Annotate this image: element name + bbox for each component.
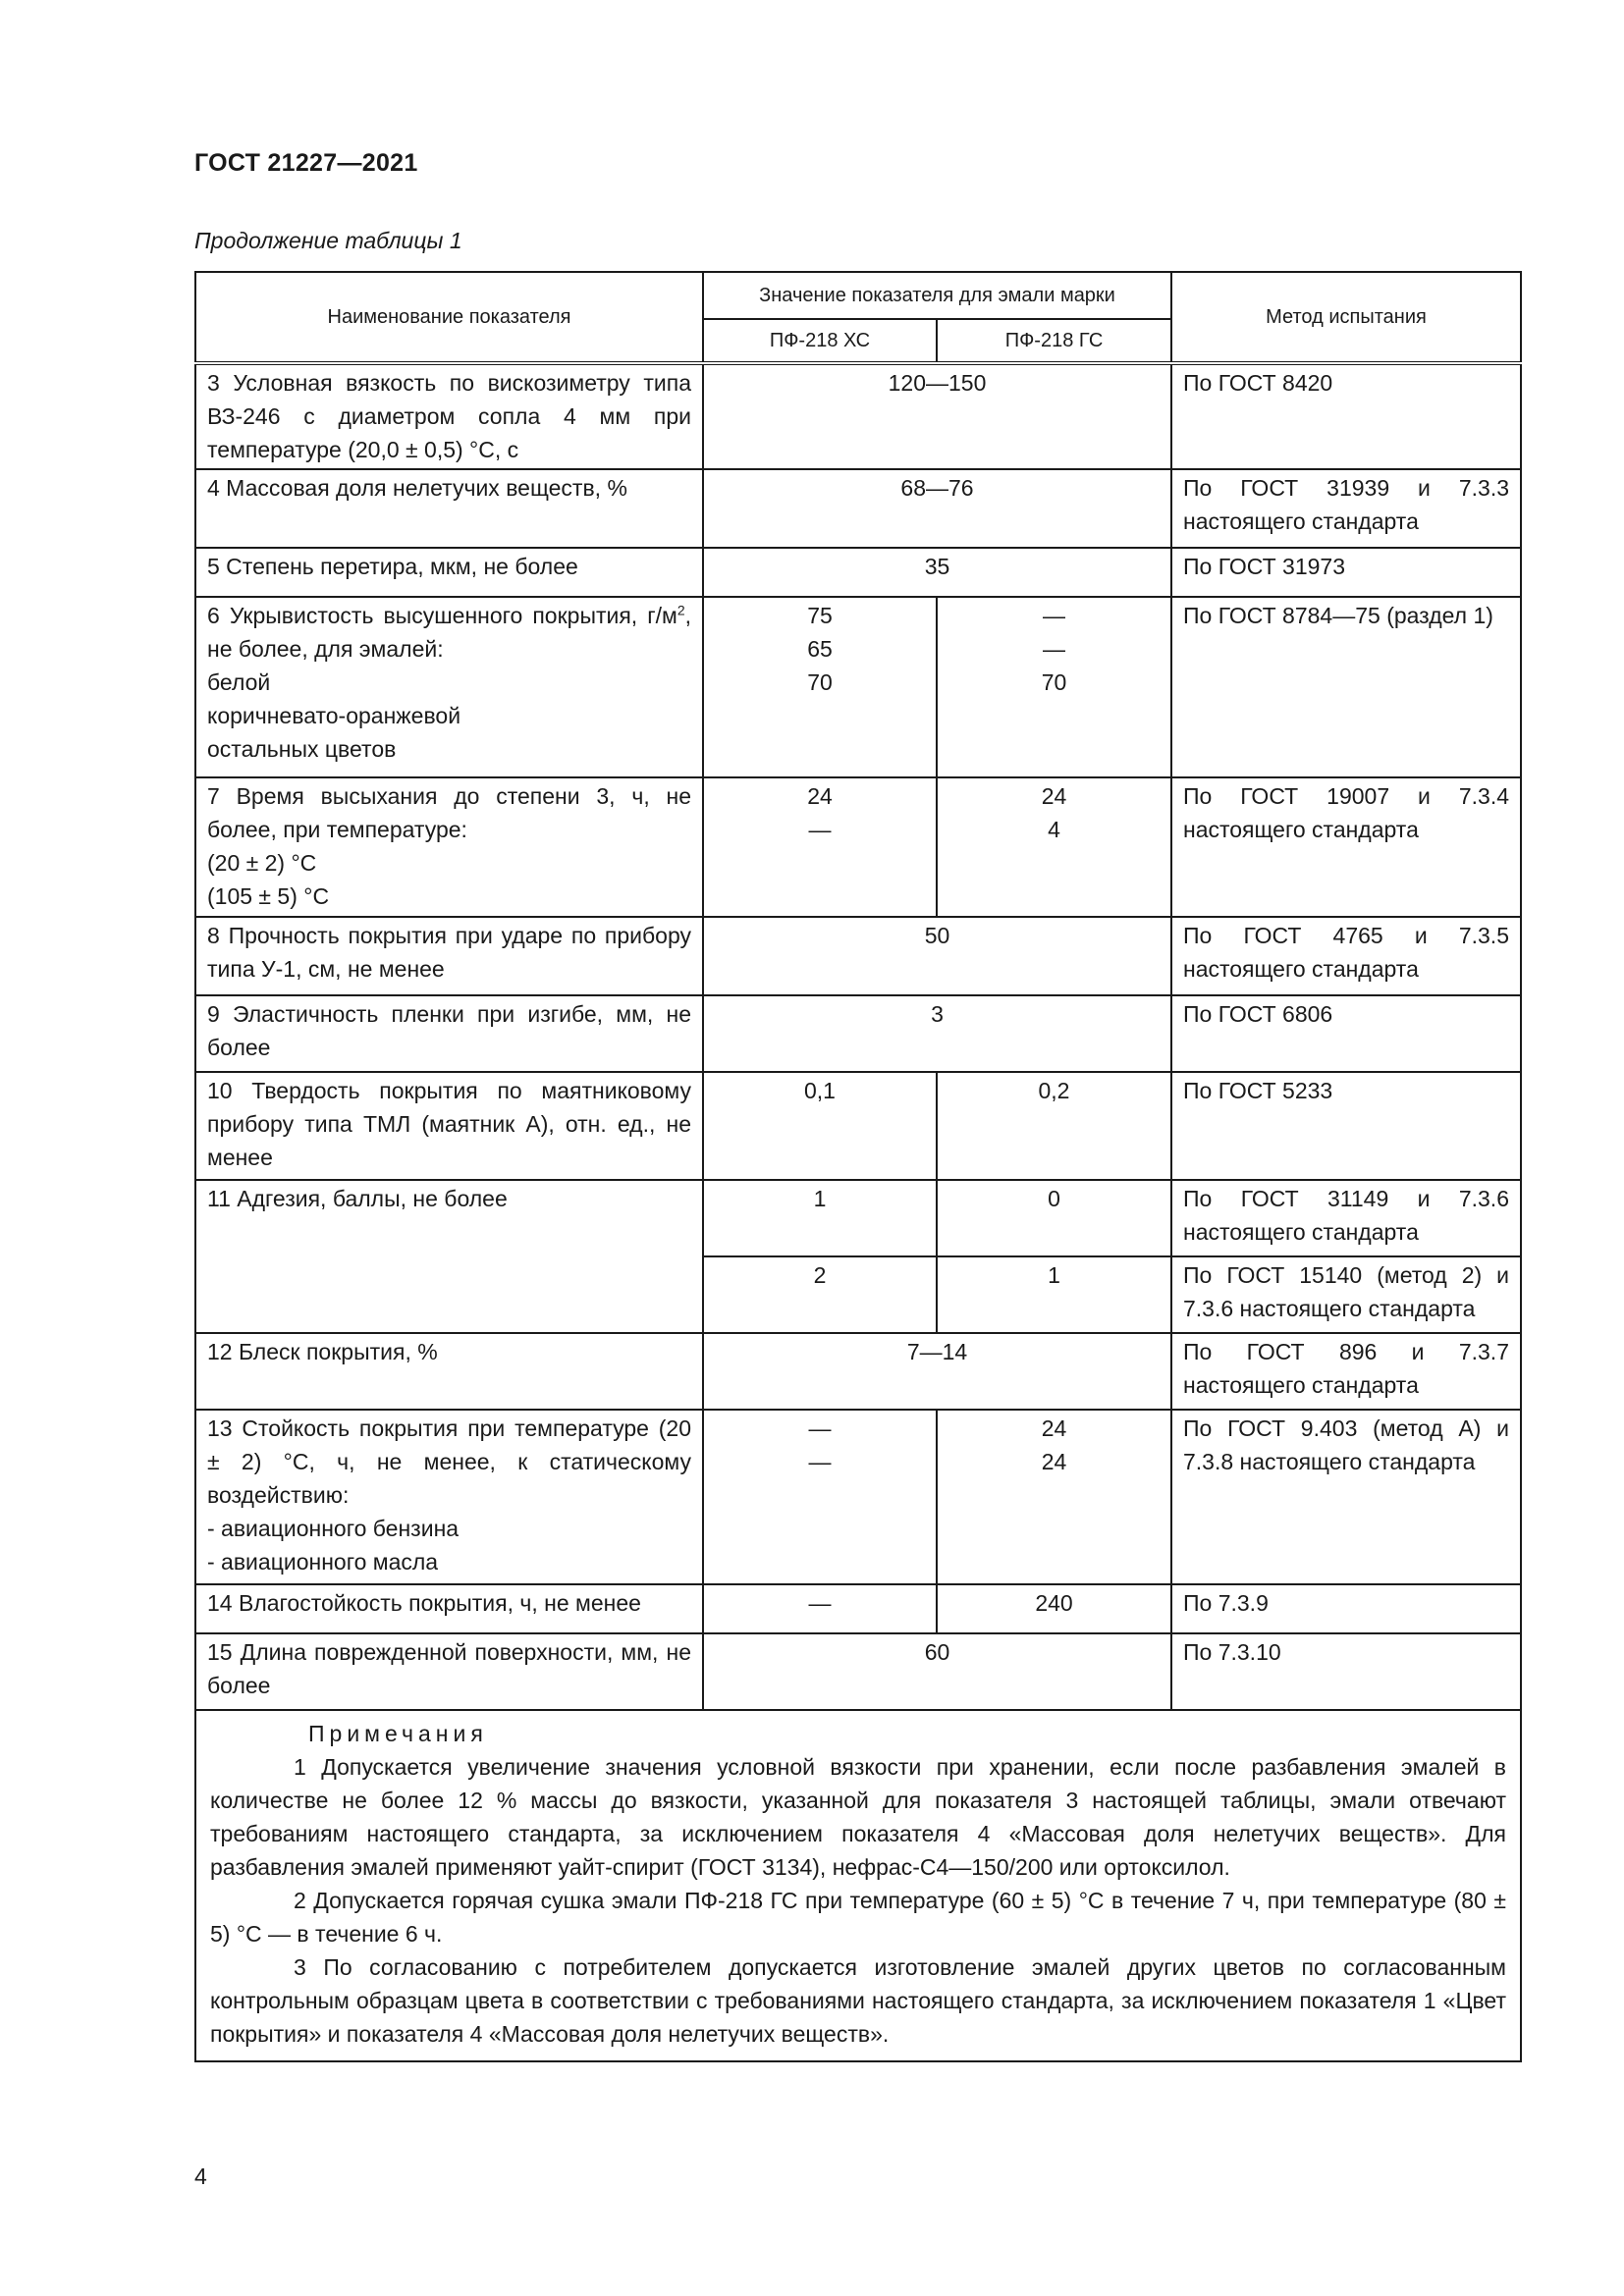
test-method: По ГОСТ 6806 bbox=[1171, 995, 1521, 1072]
indicator-value: 60 bbox=[703, 1633, 1171, 1710]
sub-label: остальных цветов bbox=[207, 736, 397, 762]
header-pf218-xs: ПФ-218 ХС bbox=[703, 319, 937, 363]
value-line: 70 bbox=[1041, 669, 1067, 695]
indicator-value: 35 bbox=[703, 548, 1171, 597]
table-caption: Продолжение таблицы 1 bbox=[194, 228, 462, 253]
value-gs: 240 bbox=[937, 1584, 1171, 1633]
value-gs: 0 bbox=[937, 1180, 1171, 1256]
header-test-method: Метод испытания bbox=[1171, 272, 1521, 363]
notes-row bbox=[195, 1710, 1521, 2061]
test-method: По 7.3.10 bbox=[1171, 1633, 1521, 1710]
table-row bbox=[195, 1333, 1521, 1410]
indicator-heading: 7 Время высыхания до степени 3, ч, не более, при температуре: bbox=[207, 783, 691, 842]
value-xs: 2 bbox=[703, 1256, 937, 1333]
test-method: По ГОСТ 31939 и 7.3.3 настоящего стандарта bbox=[1171, 469, 1521, 548]
test-method: По ГОСТ 31973 bbox=[1171, 548, 1521, 597]
header-indicator-name: Наименование показателя bbox=[195, 272, 703, 363]
header-value-group: Значение показателя для эмали марки bbox=[703, 272, 1171, 319]
test-method: По ГОСТ 8420 bbox=[1171, 363, 1521, 469]
value-line: — bbox=[808, 817, 832, 842]
indicator-name: 11 Адгезия, баллы, не более bbox=[195, 1180, 703, 1333]
value-line: 24 bbox=[807, 783, 833, 809]
header-pf218-gs: ПФ-218 ГС bbox=[937, 319, 1171, 363]
value-line: — bbox=[1043, 636, 1065, 662]
indicator-value: 50 bbox=[703, 917, 1171, 995]
note-item: 3 По согласованию с потребителем допускается изготовление эмалей других цветов по согласованным контрольным образцам цвета в соответствии с требованиями настоящего стандарта, за исключением показателя 1 «Цвет покрытия» и показателя 4 «Массовая доля нелетучих веществ». bbox=[210, 1954, 1506, 2047]
indicator-name: 15 Длина поврежденной поверхности, мм, не более bbox=[195, 1633, 703, 1710]
test-method: По ГОСТ 5233 bbox=[1171, 1072, 1521, 1180]
notes-title: Примечания bbox=[308, 1721, 488, 1746]
sub-label: - авиационного бензина bbox=[207, 1516, 460, 1541]
specification-table bbox=[194, 271, 1522, 2062]
sub-label: коричневато-оранжевой bbox=[207, 703, 461, 728]
table-row bbox=[195, 1633, 1521, 1710]
table-row bbox=[195, 469, 1521, 548]
value-line: 70 bbox=[807, 669, 833, 695]
indicator-name: 14 Влагостойкость покрытия, ч, не менее bbox=[195, 1584, 703, 1633]
value-line: — bbox=[1043, 603, 1065, 628]
note-item: 2 Допускается горячая сушка эмали ПФ-218 ГС при температуре (60 ± 5) °С в течение 7 ч, при температуре (80 ± 5) °С — в течение 6 ч. bbox=[210, 1888, 1506, 1947]
indicator-name: 3 Условная вязкость по вискозиметру типа ВЗ-246 с диаметром сопла 4 мм при температуре (20,0 ± 0,5) °С, с bbox=[195, 363, 703, 469]
value-line: 24 bbox=[1041, 1415, 1067, 1441]
indicator-name bbox=[195, 777, 703, 917]
indicator-heading: 13 Стойкость покрытия при температуре (20 ± 2) °С, ч, не менее, к статическому воздействию: bbox=[207, 1415, 691, 1508]
test-method: По ГОСТ 4765 и 7.3.5 настоящего стандарта bbox=[1171, 917, 1521, 995]
value-line: 4 bbox=[1048, 817, 1060, 842]
value-xs: — bbox=[703, 1584, 937, 1633]
table-row bbox=[195, 548, 1521, 597]
test-method: По ГОСТ 9.403 (метод А) и 7.3.8 настоящего стандарта bbox=[1171, 1410, 1521, 1584]
sub-label: - авиационного масла bbox=[207, 1549, 439, 1575]
table-row bbox=[195, 1584, 1521, 1633]
value-xs: 1 bbox=[703, 1180, 937, 1256]
value-line: 65 bbox=[807, 636, 833, 662]
indicator-heading bbox=[207, 599, 691, 666]
value-gs bbox=[937, 777, 1171, 917]
table-row bbox=[195, 363, 1521, 469]
table-row bbox=[195, 777, 1521, 917]
test-method: По 7.3.9 bbox=[1171, 1584, 1521, 1633]
sub-label: (105 ± 5) °С bbox=[207, 883, 330, 909]
indicator-name bbox=[195, 1410, 703, 1584]
document-title: ГОСТ 21227—2021 bbox=[194, 149, 418, 177]
table-row bbox=[195, 597, 1521, 777]
table-row bbox=[195, 1410, 1521, 1584]
indicator-name: 9 Эластичность пленки при изгибе, мм, не более bbox=[195, 995, 703, 1072]
table-row bbox=[195, 1072, 1521, 1180]
value-gs bbox=[937, 1410, 1171, 1584]
indicator-name: 12 Блеск покрытия, % bbox=[195, 1333, 703, 1410]
indicator-name bbox=[195, 597, 703, 777]
indicator-value: 7—14 bbox=[703, 1333, 1171, 1410]
table-row bbox=[195, 1180, 1521, 1256]
value-line: 75 bbox=[807, 603, 833, 628]
indicator-name: 4 Массовая доля нелетучих веществ, % bbox=[195, 469, 703, 548]
value-xs: 0,1 bbox=[703, 1072, 937, 1180]
value-line: 24 bbox=[1041, 1449, 1067, 1474]
indicator-value: 120—150 bbox=[703, 363, 1171, 469]
indicator-value: 3 bbox=[703, 995, 1171, 1072]
value-xs bbox=[703, 597, 937, 777]
value-line: — bbox=[808, 1449, 832, 1474]
indicator-value: 68—76 bbox=[703, 469, 1171, 548]
sub-label: белой bbox=[207, 669, 271, 695]
page-number: 4 bbox=[194, 2163, 207, 2189]
superscript-2: 2 bbox=[677, 602, 685, 618]
value-line: 24 bbox=[1041, 783, 1067, 809]
sub-label: (20 ± 2) °С bbox=[207, 850, 317, 876]
indicator-heading-tail: , не более, для эмалей: bbox=[207, 603, 691, 662]
indicator-heading-text: 6 Укрывистость высушенного покрытия, г/м bbox=[207, 603, 677, 628]
test-method: По ГОСТ 896 и 7.3.7 настоящего стандарта bbox=[1171, 1333, 1521, 1410]
indicator-name: 5 Степень перетира, мкм, не более bbox=[195, 548, 703, 597]
table-row bbox=[195, 995, 1521, 1072]
test-method: По ГОСТ 19007 и 7.3.4 настоящего стандарта bbox=[1171, 777, 1521, 917]
test-method: По ГОСТ 15140 (метод 2) и 7.3.6 настоящего стандарта bbox=[1171, 1256, 1521, 1333]
value-xs bbox=[703, 777, 937, 917]
table-row bbox=[195, 917, 1521, 995]
indicator-name: 10 Твердость покрытия по маятниковому прибору типа ТМЛ (маятник А), отн. ед., не менее bbox=[195, 1072, 703, 1180]
value-xs bbox=[703, 1410, 937, 1584]
indicator-name: 8 Прочность покрытия при ударе по прибору типа У-1, см, не менее bbox=[195, 917, 703, 995]
notes-block bbox=[195, 1710, 1521, 2061]
value-gs bbox=[937, 597, 1171, 777]
value-line: — bbox=[808, 1415, 832, 1441]
test-method: По ГОСТ 31149 и 7.3.6 настоящего стандарта bbox=[1171, 1180, 1521, 1256]
test-method: По ГОСТ 8784—75 (раздел 1) bbox=[1171, 597, 1521, 777]
value-gs: 0,2 bbox=[937, 1072, 1171, 1180]
value-gs: 1 bbox=[937, 1256, 1171, 1333]
note-item: 1 Допускается увеличение значения условной вязкости при хранении, если после разбавления эмалей в количестве не более 12 % массы до вязкости, указанной для показателя 3 настоящей таблицы, эмали отвечают требованиям настоящего стандарта, за исключением показателя 4 «Массовая доля нелетучих веществ». Для разбавления эмалей применяют уайт-спирит (ГОСТ 3134), нефрас-С4—150/200 или ортоксилол. bbox=[210, 1754, 1506, 1880]
